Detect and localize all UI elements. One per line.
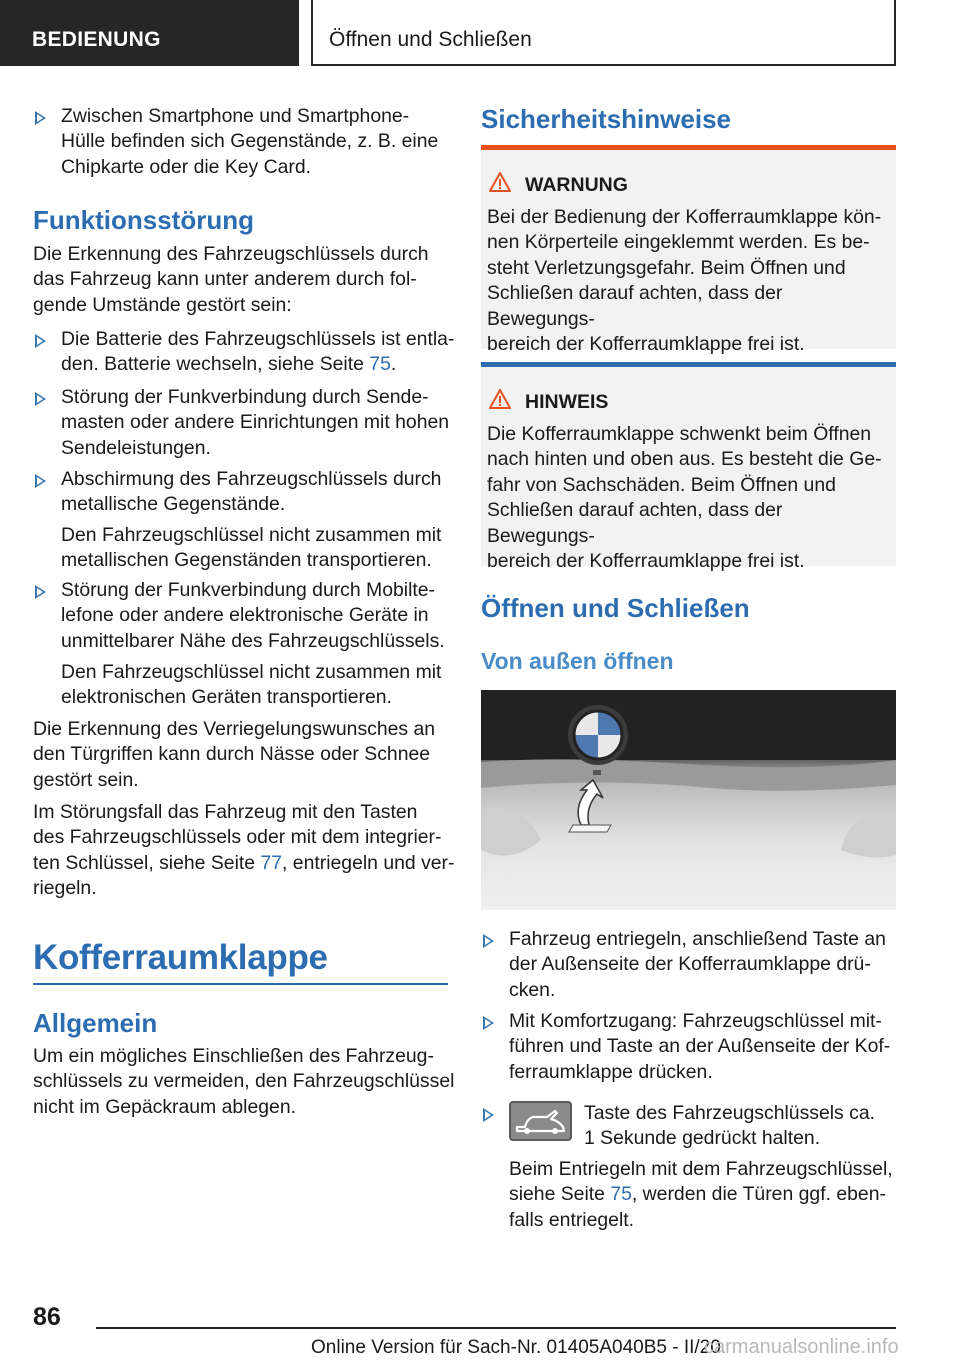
text-line: falls entriegelt.	[509, 1208, 635, 1231]
text-line: metallischen Gegenständen transportieren.	[61, 549, 432, 572]
text-line: Schließen darauf achten, dass der Bewegungs-	[487, 282, 783, 330]
text-line: riegeln.	[33, 877, 97, 900]
text-line: Schließen darauf achten, dass der Bewegungs-	[487, 499, 783, 547]
text-line: Den Fahrzeugschlüssel nicht zusammen mit	[61, 524, 442, 546]
bullet-triangle-icon	[483, 934, 494, 948]
text-line: lefone oder andere elektronische Geräte in	[61, 604, 429, 627]
bullet-triangle-icon	[483, 1108, 494, 1122]
text-line: Um ein mögliches Einschließen des Fahrzeug-	[33, 1045, 434, 1067]
text-line: nicht im Gepäckraum ablegen.	[33, 1095, 296, 1118]
text-line: das Fahrzeug kann unter anderem durch fol-	[33, 268, 417, 291]
text-line: Den Fahrzeugschlüssel nicht zusammen mit	[61, 661, 442, 683]
text-line: Die Erkennung des Fahrzeugschlüssels durch	[33, 243, 429, 265]
bullet-subtext	[61, 523, 441, 574]
text-line: schlüssels zu vermeiden, den Fahrzeugschlüssel	[33, 1070, 455, 1093]
warning-bar	[481, 145, 896, 150]
chapter-tab	[311, 0, 896, 66]
footer-watermark: carmanualsonline.info	[704, 1336, 899, 1358]
warning-title: WARNUNG	[525, 174, 628, 196]
text-line: der Außenseite der Kofferraumklappe drü-	[509, 953, 871, 976]
text-line: Fahrzeug entriegeln, anschließend Taste an	[509, 928, 886, 950]
heading-kofferraumklappe: Kofferraumklappe	[33, 938, 328, 977]
bullet-triangle-icon	[35, 111, 46, 125]
bullet-item	[509, 1009, 890, 1085]
text-line: cken.	[509, 978, 556, 1001]
bullet-triangle-icon	[35, 392, 46, 406]
text-run: , werden die Türen ggf. eben-	[631, 1183, 886, 1206]
text-line: Die Erkennung des Verriegelungswunsches an	[33, 718, 436, 740]
text-run: , entriegeln und ver-	[282, 851, 455, 874]
heading-allgemein: Allgemein	[33, 1008, 158, 1038]
text-line: Chipkarte oder die Key Card.	[61, 155, 312, 178]
bullet-item	[61, 327, 454, 378]
text-line: Störung der Funkverbindung durch Mobilte-	[61, 579, 436, 601]
warning-triangle-icon	[488, 171, 512, 193]
notice-box	[481, 362, 896, 573]
section-tab	[0, 0, 299, 66]
bullet-item	[584, 1101, 875, 1152]
text-line: metallische Gegenstände.	[61, 493, 286, 516]
heading-rule	[33, 983, 448, 985]
text-run: ten Schlüssel, siehe Seite	[33, 851, 261, 874]
text-line: gestört sein.	[33, 768, 139, 791]
page-link[interactable]: 77	[260, 851, 283, 874]
paragraph	[33, 1044, 454, 1120]
text-line: den Türgriffen kann durch Nässe oder Schnee	[33, 743, 431, 766]
page-header	[0, 0, 960, 66]
section-label: BEDIENUNG	[32, 28, 161, 51]
bullet-triangle-icon	[35, 585, 46, 599]
trunk-key-button-icon	[509, 1101, 572, 1141]
bullet-item	[61, 578, 445, 654]
trunk-illustration	[481, 690, 896, 910]
warning-box	[481, 145, 896, 356]
text-run: den. Batterie wechseln, siehe Seite	[61, 353, 370, 376]
text-line: nach hinten und oben aus. Es besteht die Ge-	[487, 448, 882, 471]
bullet-triangle-icon	[35, 334, 46, 348]
text-line: bereich der Kofferraumklappe frei ist.	[487, 333, 805, 356]
bullet-triangle-icon	[483, 1016, 494, 1030]
notice-title: HINWEIS	[525, 391, 609, 413]
bullet-triangle-icon	[35, 474, 46, 488]
text-line: fahr von Sachschäden. Beim Öffnen und	[487, 473, 836, 496]
bullet-subtext	[61, 660, 441, 711]
text-line: des Fahrzeugschlüssels oder mit dem integrier-	[33, 826, 442, 849]
text-line: Taste des Fahrzeugschlüssels ca.	[584, 1102, 876, 1124]
text-line: Störung der Funkverbindung durch Sende-	[61, 386, 429, 408]
warning-triangle-icon	[488, 388, 512, 410]
paragraph	[33, 242, 429, 318]
text-line: Abschirmung des Fahrzeugschlüssels durch	[61, 468, 442, 490]
text-line: Bei der Bedienung der Kofferraumklappe kön-	[487, 206, 882, 228]
chapter-label: Öffnen und Schließen	[329, 28, 532, 51]
text-line: führen und Taste an der Außenseite der Kof-	[509, 1035, 891, 1058]
text-line	[509, 1182, 893, 1207]
paragraph	[33, 800, 454, 902]
bullet-item	[61, 385, 449, 461]
bullet-subtext	[509, 1157, 893, 1233]
text-line: Beim Entriegeln mit dem Fahrzeugschlüssel,	[509, 1158, 893, 1180]
footer-online-version: Online Version für Sach-Nr. 01405A040B5 - II/20	[311, 1337, 721, 1358]
text-line	[33, 851, 454, 876]
text-line: Hülle befinden sich Gegenstände, z. B. eine	[61, 130, 439, 153]
page-link[interactable]: 75	[369, 353, 391, 376]
text-line: masten oder andere Einrichtungen mit hohen	[61, 411, 450, 434]
heading-oeffnen-schliessen: Öffnen und Schließen	[481, 593, 750, 623]
warning-text	[487, 205, 891, 357]
text-line: Zwischen Smartphone und Smartphone-	[61, 105, 410, 127]
trunk-photo	[481, 690, 896, 910]
text-line: bereich der Kofferraumklappe frei ist.	[487, 550, 805, 573]
text-line: Mit Komfortzugang: Fahrzeugschlüssel mit-	[509, 1010, 882, 1032]
notice-text	[487, 422, 891, 574]
page-link[interactable]: 75	[610, 1183, 632, 1206]
text-line: 1 Sekunde gedrückt halten.	[584, 1127, 821, 1150]
text-line: Sendeleistungen.	[61, 436, 211, 459]
paragraph	[33, 717, 435, 793]
heading-sicherheitshinweise: Sicherheitshinweise	[481, 104, 731, 134]
text-line: nen Körperteile eingeklemmt werden. Es be-	[487, 231, 870, 254]
bullet-item	[61, 467, 441, 518]
heading-funktionsstoerung: Funktionsstörung	[33, 205, 254, 235]
text-run: .	[390, 353, 397, 376]
footer-rule	[96, 1327, 896, 1329]
bullet-item	[61, 104, 438, 180]
text-line	[61, 352, 454, 377]
text-line: Die Kofferraumklappe schwenkt beim Öffnen	[487, 423, 872, 445]
text-line: gende Umstände gestört sein:	[33, 293, 292, 316]
text-line: Im Störungsfall das Fahrzeug mit den Tasten	[33, 801, 418, 823]
car-trunk-icon	[511, 1103, 570, 1139]
text-line: Die Batterie des Fahrzeugschlüssels ist entla-	[61, 328, 455, 350]
text-line: elektronischen Geräten transportieren.	[61, 686, 392, 709]
text-run: siehe Seite	[509, 1183, 611, 1206]
text-line: ferraumklappe drücken.	[509, 1060, 713, 1083]
text-line: unmittelbarer Nähe des Fahrzeugschlüssels.	[61, 629, 445, 652]
text-line: steht Verletzungsgefahr. Beim Öffnen und	[487, 256, 846, 279]
notice-bar	[481, 362, 896, 367]
heading-von-aussen: Von außen öffnen	[481, 648, 674, 674]
bullet-item	[509, 927, 886, 1003]
page-number: 86	[33, 1303, 61, 1331]
